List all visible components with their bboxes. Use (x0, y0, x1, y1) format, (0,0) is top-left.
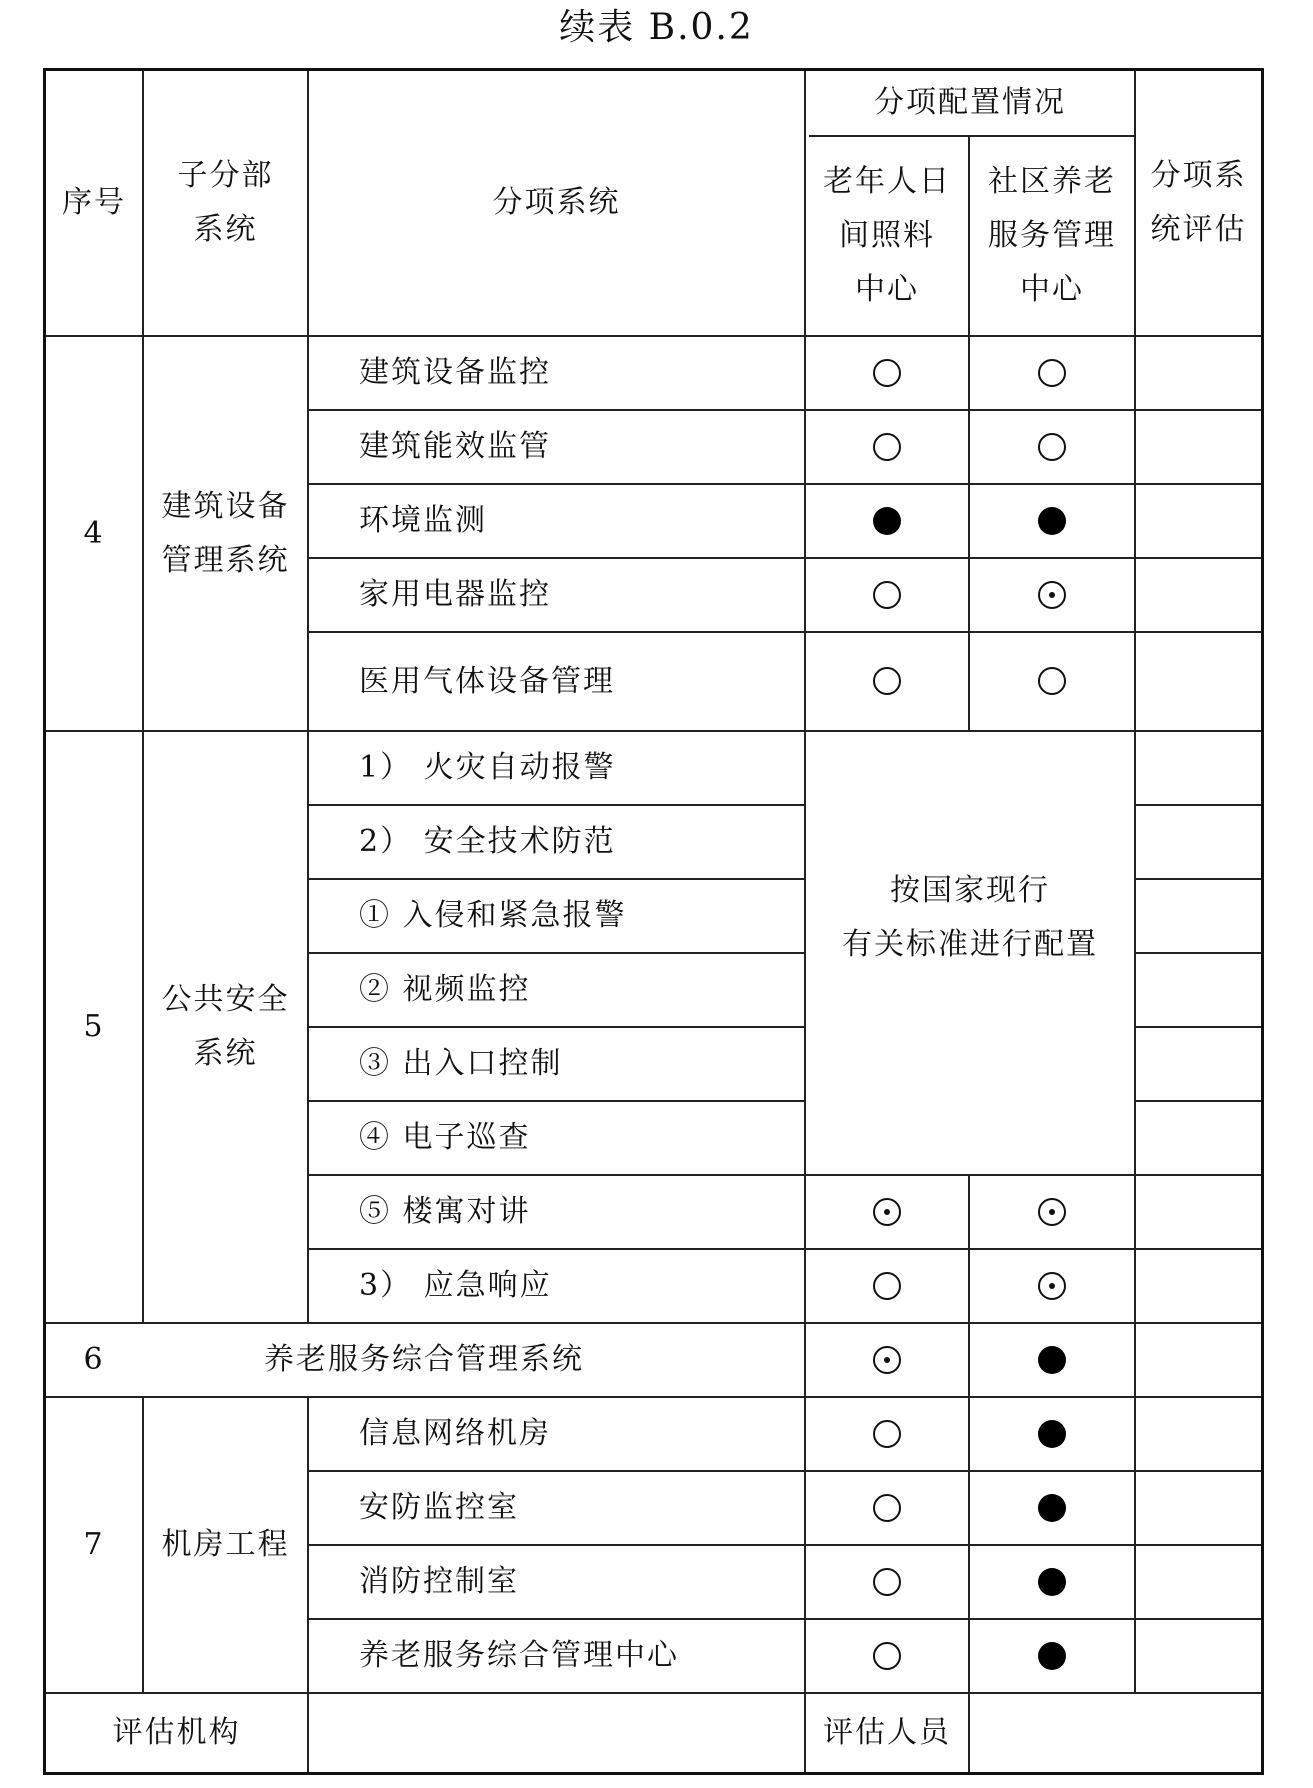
group-seq: 5 (83, 1009, 105, 1044)
footer-staff-value[interactable] (970, 1694, 1261, 1772)
config-symbol-open (873, 1420, 901, 1448)
header-subsystem: 子分部 系统 (177, 158, 274, 247)
config-symbol-open (873, 1272, 901, 1300)
config-symbol-dot (1038, 581, 1066, 609)
item-cell: 安防监控室 (359, 1490, 519, 1525)
rule-row (1136, 952, 1261, 954)
item-cell: ④ 电子巡查 (359, 1120, 531, 1155)
item-cell: ⑤ 楼寓对讲 (359, 1194, 531, 1229)
group-name: 机房工程 (161, 1527, 290, 1562)
config-symbol-open (873, 1642, 901, 1670)
config-symbol-open (1038, 433, 1066, 461)
item-cell: 消防控制室 (359, 1564, 519, 1599)
item-cell: 养老服务综合管理中心 (359, 1638, 679, 1673)
config-symbol-solid (1038, 1642, 1066, 1670)
config-symbol-dot (873, 1346, 901, 1374)
config-symbol-open (873, 667, 901, 695)
header-assessment: 分项系 统评估 (1150, 158, 1247, 247)
item-cell: 医用气体设备管理 (359, 663, 615, 699)
rule-row (1136, 878, 1261, 880)
table-title: 续表 B.0.2 (559, 7, 754, 48)
item-cell: ① 入侵和紧急报警 (359, 898, 627, 933)
config-symbol-open (873, 1494, 901, 1522)
item-cell: 2） 安全技术防范 (359, 824, 616, 859)
group-seq: 6 (83, 1342, 105, 1377)
assessment-table (43, 68, 1264, 1775)
config-symbol-solid (873, 507, 901, 535)
config-symbol-solid (1038, 1494, 1066, 1522)
group-name: 公共安全 系统 (161, 982, 290, 1071)
item-cell: 3） 应急响应 (359, 1268, 552, 1303)
rule-row (1136, 1026, 1261, 1028)
group-name: 养老服务综合管理系统 (264, 1342, 584, 1377)
group-seq: 4 (83, 515, 105, 551)
item-cell: ③ 出入口控制 (359, 1046, 563, 1081)
config-symbol-open (873, 581, 901, 609)
item-cell: 环境监测 (359, 503, 487, 538)
footer-org-label: 评估机构 (112, 1715, 241, 1750)
header-config-group: 分项配置情况 (874, 85, 1066, 120)
config-symbol-dot (1038, 1198, 1066, 1226)
config-symbol-open (873, 433, 901, 461)
rule-col-daycare (968, 1174, 970, 1772)
item-cell: 建筑能效监管 (359, 429, 551, 464)
header-item-system: 分项系统 (492, 185, 621, 220)
config-symbol-open (1038, 359, 1066, 387)
item-cell: ② 视频监控 (359, 972, 531, 1007)
item-cell: 1） 火灾自动报警 (359, 750, 616, 785)
rule-row (1136, 1100, 1261, 1102)
group-seq: 7 (83, 1527, 105, 1562)
header-day-care-center: 老年人日 间照料 中心 (823, 164, 951, 307)
group-name: 建筑设备 管理系统 (161, 488, 290, 578)
header-community-center: 社区养老 服务管理 中心 (988, 164, 1116, 307)
config-symbol-open (873, 1568, 901, 1596)
item-cell: 信息网络机房 (359, 1416, 551, 1451)
header-seq: 序号 (62, 185, 126, 220)
config-symbol-open (873, 359, 901, 387)
config-symbol-open (1038, 667, 1066, 695)
footer-org-value[interactable] (309, 1694, 804, 1772)
config-symbol-solid (1038, 1346, 1066, 1374)
merged-config-note: 按国家现行 有关标准进行配置 (842, 873, 1098, 962)
config-symbol-dot (873, 1198, 901, 1226)
config-symbol-solid (1038, 1420, 1066, 1448)
rule-row (1136, 804, 1261, 806)
footer-staff-label: 评估人员 (823, 1715, 951, 1750)
item-cell: 家用电器监控 (359, 577, 551, 612)
config-symbol-solid (1038, 1568, 1066, 1596)
config-symbol-dot (1038, 1272, 1066, 1300)
item-cell: 建筑设备监控 (359, 355, 551, 390)
config-symbol-solid (1038, 507, 1066, 535)
